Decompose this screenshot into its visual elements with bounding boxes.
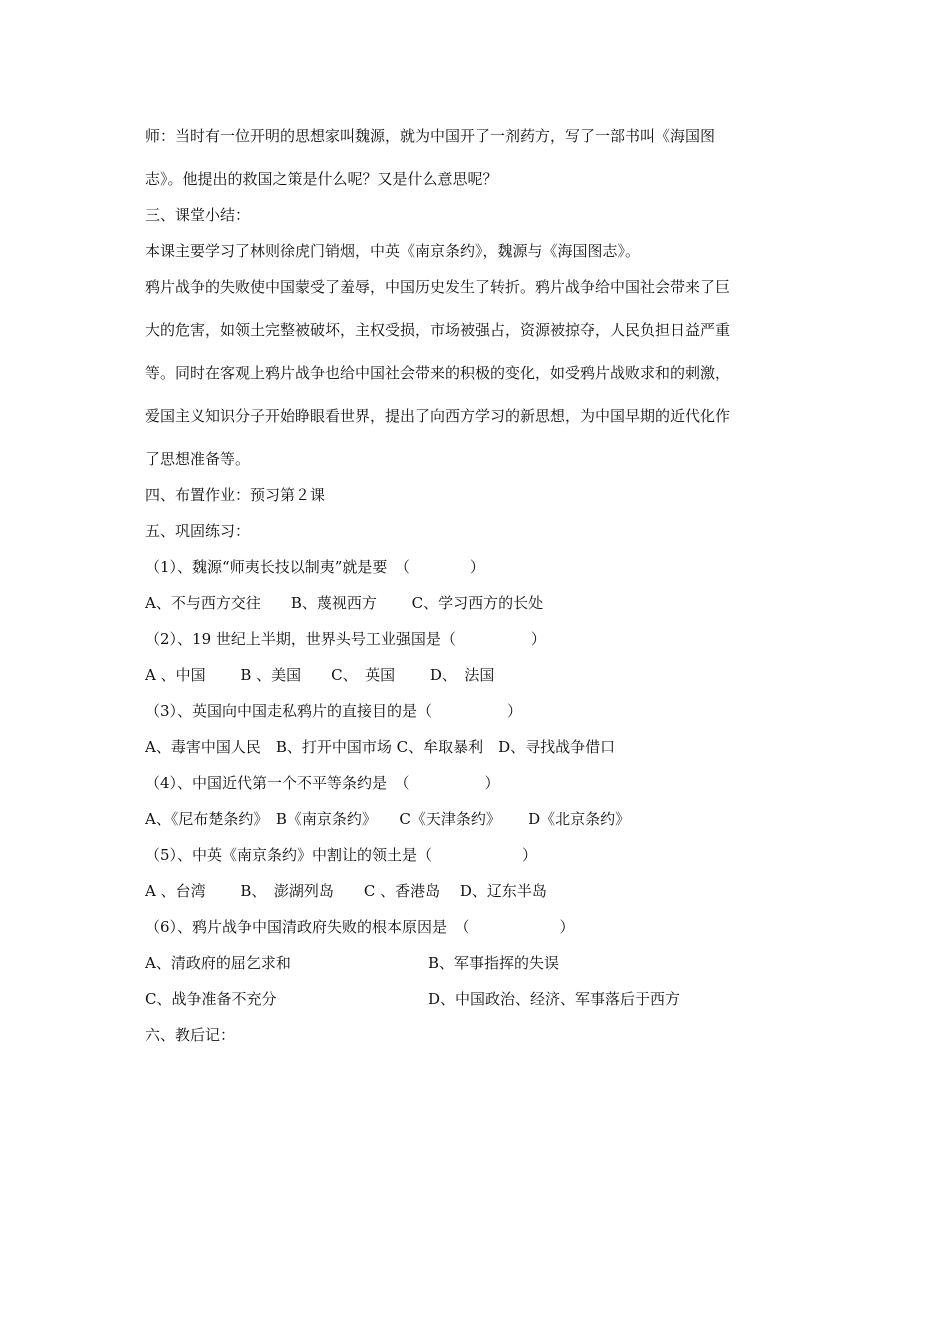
q4-stem: （4）、中国近代第一个不平等条约是 （ ） xyxy=(145,774,500,792)
q6-option-c: C、战争准备不充分 xyxy=(145,990,277,1008)
q3-options: A、毒害中国人民 B、打开中国市场 C、牟取暴利 D、寻找战争借口 xyxy=(145,738,616,756)
summary-para-line-2: 大的危害，如领土完整被破坏，主权受损，市场被强占，资源被掠夺，人民负担日益严重 xyxy=(145,321,731,339)
q5-options: A 、台湾 B、 澎湖列岛 C 、香港岛 D、辽东半岛 xyxy=(145,882,547,900)
summary-para-line-4: 爱国主义知识分子开始睁眼看世界，提出了向西方学习的新思想，为中国早期的近代化作 xyxy=(145,407,731,425)
q6-option-d: D、中国政治、经济、军事落后于西方 xyxy=(428,990,681,1008)
summary-para-line-5: 了思想准备等。 xyxy=(145,450,251,468)
q6-option-b: B、军事指挥的失误 xyxy=(428,954,560,972)
q1-options: A、不与西方交往 B、蔑视西方 C、学习西方的长处 xyxy=(145,594,544,612)
summary-para-line-1: 鸦片战争的失败使中国蒙受了羞辱，中国历史发生了转折。鸦片战争给中国社会带来了巨 xyxy=(145,278,731,296)
q5-stem: （5）、中英《南京条约》中割让的领土是（ ） xyxy=(145,846,538,864)
q4-options: A、《尼布楚条约》 B《南京条约》 C《天津条约》 D《北京条约》 xyxy=(145,810,631,828)
q1-stem: （1）、魏源“师夷长技以制夷”就是要 （ ） xyxy=(145,558,485,576)
homework-heading: 四、布置作业：预习第２课 xyxy=(145,486,326,504)
q2-options: A 、中国 B 、美国 C、 英国 D、 法国 xyxy=(145,666,495,684)
summary-para-line-3: 等。同时在客观上鸦片战争也给中国社会带来的积极的变化，如受鸦片战败求和的刺激， xyxy=(145,364,731,382)
q3-stem: （3）、英国向中国走私鸦片的直接目的是（ ） xyxy=(145,702,523,720)
teacher-line-1: 师：当时有一位开明的思想家叫魏源，就为中国开了一剂药方，写了一部书叫《海国图 xyxy=(145,127,716,145)
exercises-heading: 五、巩固练习： xyxy=(145,522,251,540)
afterword-heading: 六、教后记： xyxy=(145,1026,236,1044)
q2-stem: （2）、19 世纪上半期，世界头号工业强国是（ ） xyxy=(145,630,546,648)
teacher-line-2: 志》。他提出的救国之策是什么呢？又是什么意思呢？ xyxy=(145,170,498,188)
q6-stem: （6）、鸦片战争中国清政府失败的根本原因是 （ ） xyxy=(145,918,575,936)
summary-line-1: 本课主要学习了林则徐虎门销烟，中英《南京条约》，魏源与《海国图志》。 xyxy=(145,242,641,260)
q6-option-a: A、清政府的屈乞求和 xyxy=(145,954,291,972)
summary-heading: 三、课堂小结： xyxy=(145,206,251,224)
